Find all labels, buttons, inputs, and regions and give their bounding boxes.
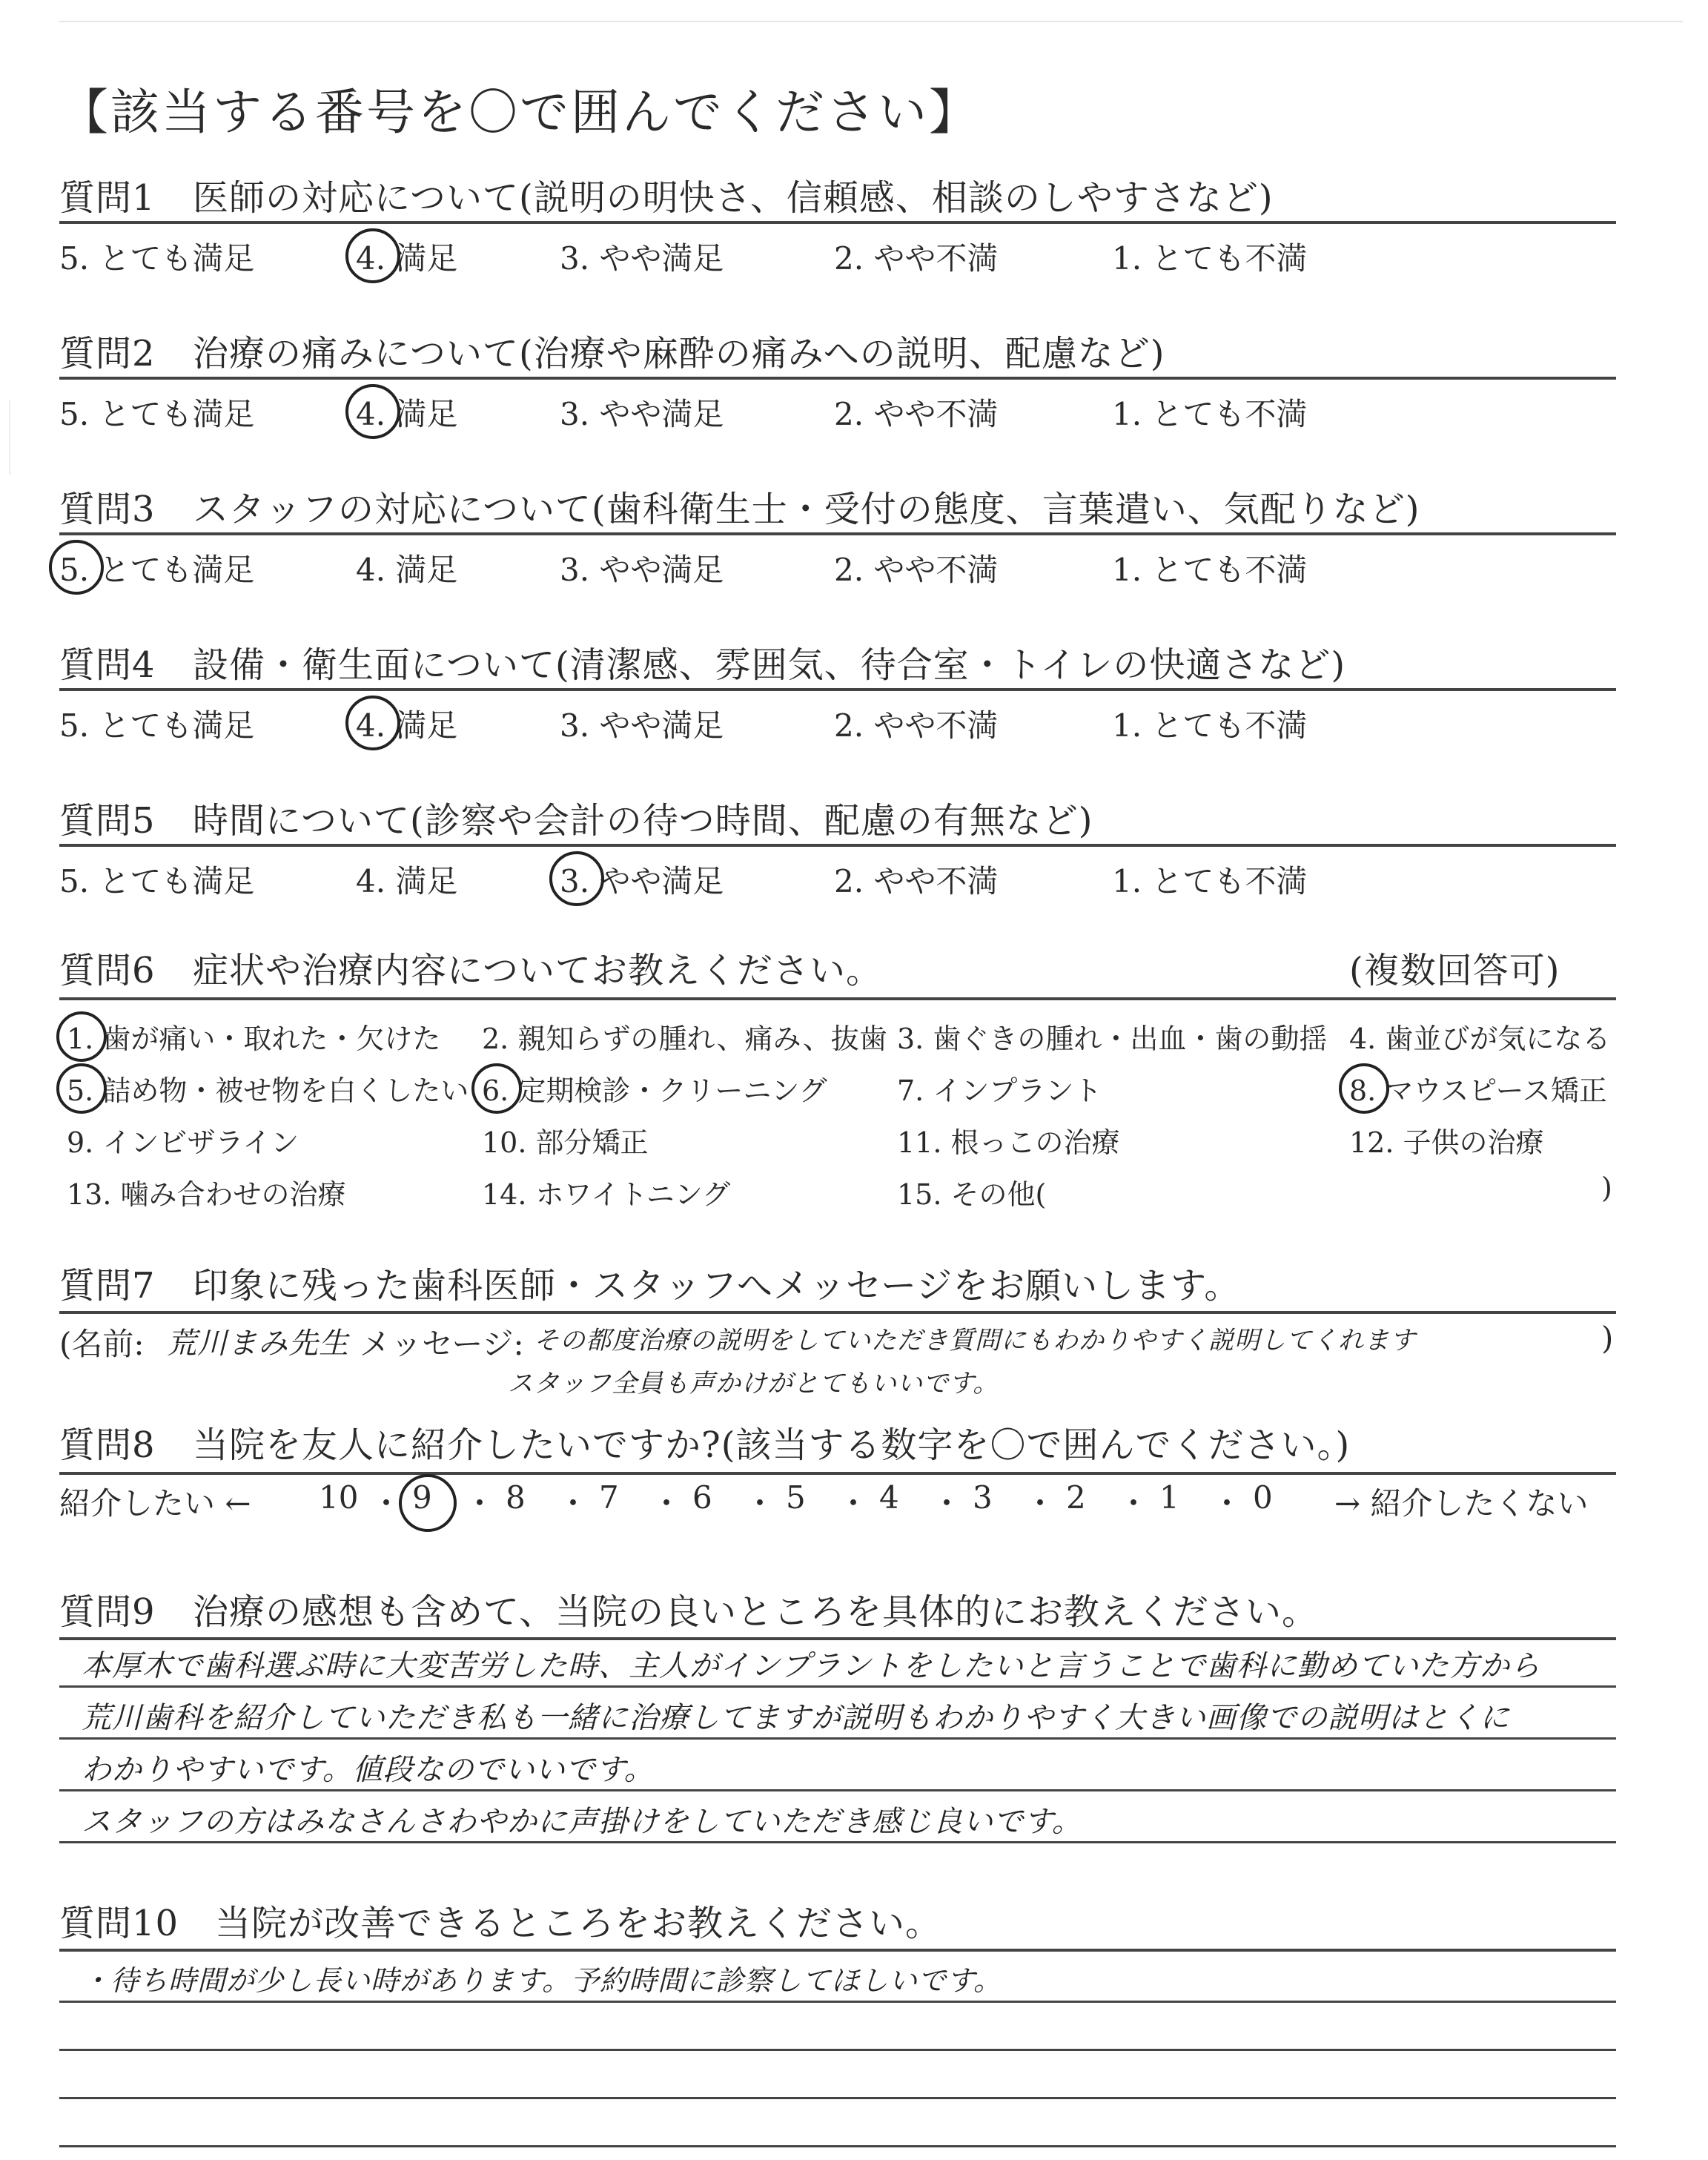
q9-answer-rule bbox=[59, 1841, 1616, 1843]
q8-left-label: 紹介したい ← bbox=[59, 1485, 251, 1522]
q8-value-10[interactable]: 10 bbox=[319, 1479, 359, 1516]
q7-name-value: 荒川まみ先生 bbox=[167, 1327, 349, 1361]
q3-selected-circle bbox=[49, 540, 104, 595]
q1-option-2[interactable]: 2. やや不満 bbox=[834, 240, 999, 277]
q8-separator-dot: ・ bbox=[838, 1485, 870, 1522]
q6-option-4[interactable]: 4. 歯並びが気になる bbox=[1349, 1023, 1611, 1055]
q3-option-5[interactable]: 5. とても満足 bbox=[59, 552, 255, 588]
q9-answer-line-4: スタッフの方はみなさんさわやかに声掛けをしていただき感じ良いです。 bbox=[82, 1805, 1082, 1839]
q7-close-paren: ) bbox=[1601, 1320, 1614, 1356]
q8-right-label: → 紹介したくない bbox=[1334, 1485, 1589, 1522]
q7-message-line2: スタッフ全員も声かけがとてもいいです。 bbox=[508, 1369, 999, 1398]
q8-value-4[interactable]: 4 bbox=[879, 1479, 899, 1516]
q8-separator-dot: ・ bbox=[464, 1485, 496, 1522]
q6-option-12[interactable]: 12. 子供の治療 bbox=[1349, 1126, 1544, 1159]
q8-value-5[interactable]: 5 bbox=[786, 1479, 806, 1516]
q6-selected-circle-8 bbox=[1339, 1063, 1389, 1114]
q6-option-10[interactable]: 10. 部分矯正 bbox=[482, 1126, 649, 1159]
q6-option-16[interactable]: ) bbox=[1601, 1172, 1612, 1204]
q5-option-2[interactable]: 2. やや不満 bbox=[834, 863, 999, 899]
q10-answer-rule bbox=[59, 2049, 1616, 2051]
q6-option-2[interactable]: 2. 親知らずの腫れ、痛み、抜歯 bbox=[482, 1023, 887, 1055]
q3-underline bbox=[59, 532, 1616, 535]
q2-option-2[interactable]: 2. やや不満 bbox=[834, 396, 999, 432]
q5-title: 時間について(診察や会計の待つ時間、配慮の有無など) bbox=[193, 800, 1093, 842]
q9-title: 治療の感想も含めて、当院の良いところを具体的にお教えください。 bbox=[193, 1591, 1319, 1633]
q3-option-3[interactable]: 3. やや満足 bbox=[560, 552, 724, 588]
q1-option-3[interactable]: 3. やや満足 bbox=[560, 240, 724, 277]
q1-option-4[interactable]: 4. 満足 bbox=[356, 240, 458, 277]
q6-option-6[interactable]: 6. 定期検診・クリーニング bbox=[482, 1074, 827, 1107]
q4-option-2[interactable]: 2. やや不満 bbox=[834, 707, 999, 744]
q1-option-1[interactable]: 1. とても不満 bbox=[1112, 240, 1308, 277]
q2-title: 治療の痛みについて(治療や麻酔の痛みへの説明、配慮など) bbox=[193, 333, 1165, 374]
q9-answer-rule bbox=[59, 1789, 1616, 1791]
q7-name-label: (名前: bbox=[59, 1326, 145, 1362]
q1-underline bbox=[59, 221, 1616, 224]
q1-option-5[interactable]: 5. とても満足 bbox=[59, 240, 255, 277]
q3-option-4[interactable]: 4. 満足 bbox=[356, 552, 458, 588]
q10-title: 当院が改善できるところをお教えください。 bbox=[215, 1903, 942, 1944]
q5-option-4[interactable]: 4. 満足 bbox=[356, 863, 458, 899]
q6-option-5[interactable]: 5. 詰め物・被せ物を白くしたい bbox=[67, 1074, 469, 1107]
scan-mark bbox=[9, 400, 10, 475]
q9-answer-rule bbox=[59, 1685, 1616, 1688]
q8-value-8[interactable]: 8 bbox=[506, 1479, 526, 1516]
q2-option-3[interactable]: 3. やや満足 bbox=[560, 396, 724, 432]
q6-option-13[interactable]: 13. 噛み合わせの治療 bbox=[67, 1178, 346, 1211]
q8-separator-dot: ・ bbox=[557, 1485, 589, 1522]
q5-option-3[interactable]: 3. やや満足 bbox=[560, 863, 724, 899]
q10-answer-rule bbox=[59, 2097, 1616, 2099]
q8-value-0[interactable]: 0 bbox=[1253, 1479, 1273, 1516]
q8-separator-dot: ・ bbox=[931, 1485, 963, 1522]
q6-option-8[interactable]: 8. マウスピース矯正 bbox=[1349, 1074, 1607, 1107]
q6-selected-circle-6 bbox=[471, 1063, 522, 1114]
q4-option-3[interactable]: 3. やや満足 bbox=[560, 707, 724, 744]
q8-title: 当院を友人に紹介したいですか?(該当する数字を〇で囲んでください。) bbox=[193, 1424, 1351, 1466]
q5-label: 質問5 bbox=[59, 800, 156, 842]
q10-underline bbox=[59, 1949, 1616, 1952]
q10-label: 質問10 bbox=[59, 1903, 179, 1944]
q3-title: スタッフの対応について(歯科衛生士・受付の態度、言葉遣い、気配りなど) bbox=[193, 489, 1420, 530]
q9-answer-line-1: 本厚木で歯科選ぶ時に大変苦労した時、主人がインプラントをしたいと言うことで歯科に勤めていた方から bbox=[82, 1649, 1540, 1683]
q2-label: 質問2 bbox=[59, 333, 156, 374]
q8-separator-dot: ・ bbox=[371, 1485, 403, 1522]
q6-selected-circle-5 bbox=[56, 1063, 107, 1114]
q2-underline bbox=[59, 377, 1616, 380]
q6-title: 症状や治療内容についてお教えください。 bbox=[193, 950, 883, 991]
q9-underline bbox=[59, 1637, 1616, 1640]
q2-option-5[interactable]: 5. とても満足 bbox=[59, 396, 255, 432]
q4-option-4[interactable]: 4. 満足 bbox=[356, 707, 458, 744]
q6-option-14[interactable]: 14. ホワイトニング bbox=[482, 1178, 731, 1211]
q3-label: 質問3 bbox=[59, 489, 156, 530]
q6-selected-circle-1 bbox=[56, 1011, 107, 1062]
q8-separator-dot: ・ bbox=[1211, 1485, 1243, 1522]
top-border bbox=[59, 21, 1683, 22]
q4-title: 設備・衛生面について(清潔感、雰囲気、待合室・トイレの快適さなど) bbox=[193, 644, 1346, 686]
q6-option-11[interactable]: 11. 根っこの治療 bbox=[897, 1126, 1120, 1159]
q8-selected-circle bbox=[399, 1474, 457, 1532]
q7-label: 質問7 bbox=[59, 1265, 156, 1307]
q2-selected-circle bbox=[345, 384, 400, 439]
q10-answer-rule bbox=[59, 2145, 1616, 2147]
q8-separator-dot: ・ bbox=[1118, 1485, 1150, 1522]
q4-label: 質問4 bbox=[59, 644, 156, 686]
q9-answer-line-3: わかりやすいです。値段なのでいいです。 bbox=[82, 1753, 655, 1787]
q7-underline bbox=[59, 1311, 1616, 1314]
q6-option-7[interactable]: 7. インプラント bbox=[897, 1074, 1102, 1107]
q8-value-7[interactable]: 7 bbox=[599, 1479, 619, 1516]
q4-option-5[interactable]: 5. とても満足 bbox=[59, 707, 255, 744]
q8-separator-dot: ・ bbox=[651, 1485, 683, 1522]
q6-option-1[interactable]: 1. 歯が痛い・取れた・欠けた bbox=[67, 1023, 441, 1055]
q5-option-1[interactable]: 1. とても不満 bbox=[1112, 863, 1308, 899]
q4-option-1[interactable]: 1. とても不満 bbox=[1112, 707, 1308, 744]
q1-title: 医師の対応について(説明の明快さ、信頼感、相談のしやすさなど) bbox=[193, 177, 1274, 219]
q6-option-9[interactable]: 9. インビザライン bbox=[67, 1126, 299, 1159]
q10-answer-rule bbox=[59, 2001, 1616, 2003]
q8-separator-dot: ・ bbox=[1025, 1485, 1056, 1522]
q8-underline bbox=[59, 1472, 1616, 1475]
q8-value-2[interactable]: 2 bbox=[1066, 1479, 1086, 1516]
q3-option-2[interactable]: 2. やや不満 bbox=[834, 552, 999, 588]
q9-label: 質問9 bbox=[59, 1591, 156, 1633]
q4-selected-circle bbox=[345, 696, 400, 750]
q8-value-9[interactable]: 9 bbox=[412, 1479, 432, 1516]
q7-message-label: メッセージ: bbox=[360, 1326, 524, 1362]
page-title: 【該当する番号を〇で囲んでください】 bbox=[59, 84, 980, 141]
q3-option-1[interactable]: 1. とても不満 bbox=[1112, 552, 1308, 588]
q9-answer-rule bbox=[59, 1737, 1616, 1740]
q4-underline bbox=[59, 688, 1616, 691]
q5-underline bbox=[59, 844, 1616, 847]
q8-separator-dot: ・ bbox=[744, 1485, 776, 1522]
q8-value-6[interactable]: 6 bbox=[692, 1479, 712, 1516]
q6-label: 質問6 bbox=[59, 950, 156, 991]
q5-option-5[interactable]: 5. とても満足 bbox=[59, 863, 255, 899]
q6-option-3[interactable]: 3. 歯ぐきの腫れ・出血・歯の動揺 bbox=[897, 1023, 1328, 1055]
q6-underline bbox=[59, 997, 1616, 1000]
q1-label: 質問1 bbox=[59, 177, 156, 219]
q2-option-4[interactable]: 4. 満足 bbox=[356, 396, 458, 432]
q10-answer-line-1: ・待ち時間が少し長い時があります。予約時間に診察してほしいです。 bbox=[82, 1964, 1002, 1997]
q2-option-1[interactable]: 1. とても不満 bbox=[1112, 396, 1308, 432]
q9-answer-line-2: 荒川歯科を紹介していただき私も一緒に治療してますが説明もわかりやすく大きい画像での説明はとくに bbox=[82, 1701, 1510, 1735]
q7-title: 印象に残った歯科医師・スタッフへメッセージをお願いします。 bbox=[193, 1265, 1241, 1307]
q8-value-3[interactable]: 3 bbox=[973, 1479, 993, 1516]
q7-message-line1: その都度治療の説明をしていただき質問にもわかりやすく説明してくれます bbox=[534, 1326, 1416, 1355]
q6-option-15[interactable]: 15. その他( bbox=[897, 1178, 1047, 1211]
q1-selected-circle bbox=[345, 228, 400, 283]
q8-label: 質問8 bbox=[59, 1424, 156, 1466]
q8-value-1[interactable]: 1 bbox=[1159, 1479, 1179, 1516]
q6-note: (複数回答可) bbox=[1349, 950, 1560, 991]
q5-selected-circle bbox=[549, 851, 604, 906]
